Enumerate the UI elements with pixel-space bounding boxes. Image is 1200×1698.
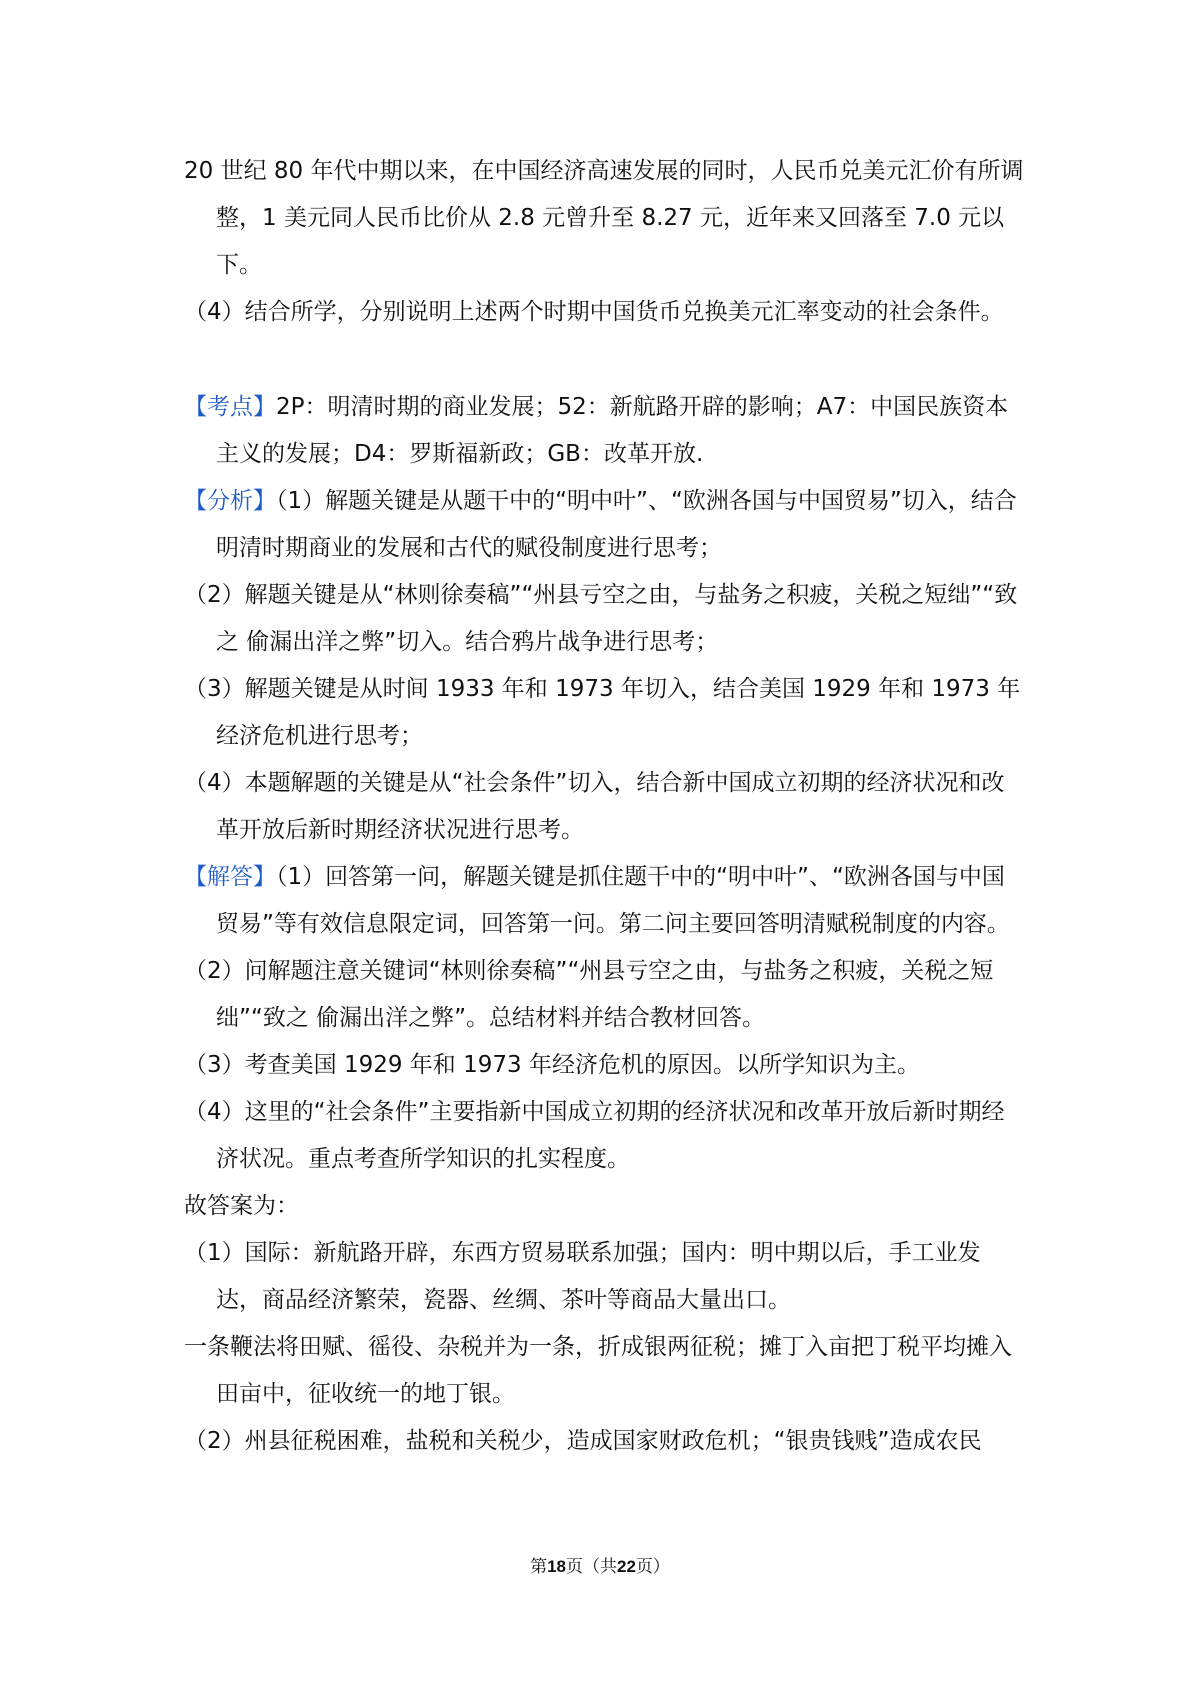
- footer-middle: 页（共: [566, 1557, 617, 1577]
- footer-prefix: 第: [530, 1557, 548, 1577]
- kaodian-tag: 【考点】: [184, 394, 276, 420]
- fenxi-item-3: （3）解题关键是从时间 1933 年和 1973 年切入，结合美国 1929 年和 1973 年经济危机进行思考；: [184, 676, 1021, 749]
- footer-page-number: 18: [547, 1557, 566, 1576]
- jieda-item-1: （1）回答第一问，解题关键是抓住题干中的“明中叶”、“欧洲各国与中国贸易”等有效信息限定词，回答第一问。第二问主要回答明清赋税制度的内容。: [216, 864, 1010, 937]
- answer-heading: 故答案为：: [184, 1193, 299, 1219]
- fenxi-item-1: （1）解题关键是从题干中的“明中叶”、“欧洲各国与中国贸易”切入，结合明清时期商业的发展和古代的赋役制度进行思考；: [216, 488, 1017, 561]
- document-body: [184, 148, 1024, 1465]
- jieda-item-4: （4）这里的“社会条件”主要指新中国成立初期的经济状况和改革开放后新时期经济状况。重点考查所学知识的扎实程度。: [184, 1099, 1005, 1172]
- fenxi-tag: 【分析】: [184, 488, 276, 514]
- fenxi-paragraph: [184, 478, 1024, 572]
- page-footer: [0, 1552, 1200, 1577]
- jieda-tag: 【解答】: [184, 864, 276, 890]
- answer-item-1-cont: 一条鞭法将田赋、徭役、杂税并为一条，折成银两征税；摊丁入亩把丁税平均摊入田亩中，征收统一的地丁银。: [184, 1334, 1012, 1407]
- intro-paragraph: 20 世纪 80 年代中期以来，在中国经济高速发展的同时，人民币兑美元汇价有所调整，1 美元同人民币比价从 2.8 元曾升至 8.27 元，近年来又回落至 7.0 元以下。: [184, 158, 1024, 278]
- kaodian-text: 2P：明清时期的商业发展；52：新航路开辟的影响；A7：中国民族资本主义的发展；D4：罗斯福新政；GB：改革开放.: [216, 394, 1009, 467]
- fenxi-item-4: （4）本题解题的关键是从“社会条件”切入，结合新中国成立初期的经济状况和改革开放后新时期经济状况进行思考。: [184, 770, 1005, 843]
- footer-suffix: 页）: [635, 1557, 670, 1577]
- jieda-item-3: （3）考查美国 1929 年和 1973 年经济危机的原因。以所学知识为主。: [184, 1052, 920, 1078]
- jieda-paragraph: [184, 854, 1024, 948]
- answer-item-1: （1）国际：新航路开辟，东西方贸易联系加强；国内：明中期以后，手工业发达，商品经济繁荣，瓷器、丝绸、茶叶等商品大量出口。: [184, 1240, 981, 1313]
- section-gap: [184, 336, 1024, 384]
- kaodian-paragraph: [184, 384, 1024, 478]
- jieda-item-2: （2）问解题注意关键词“林则徐奏稿”“州县亏空之由，与盐务之积疲，关税之短绌”“致之 偷漏出洋之弊”。总结材料并结合教材回答。: [184, 958, 994, 1031]
- answer-item-2: （2）州县征税困难，盐税和关税少，造成国家财政危机；“银贵钱贱”造成农民: [184, 1428, 982, 1454]
- question-4: （4）结合所学，分别说明上述两个时期中国货币兑换美元汇率变动的社会条件。: [184, 299, 1004, 325]
- footer-total-pages: 22: [617, 1557, 636, 1576]
- fenxi-item-2: （2）解题关键是从“林则徐奏稿”“州县亏空之由，与盐务之积疲，关税之短绌”“致之 偷漏出洋之弊”切入。结合鸦片战争进行思考；: [184, 582, 1018, 655]
